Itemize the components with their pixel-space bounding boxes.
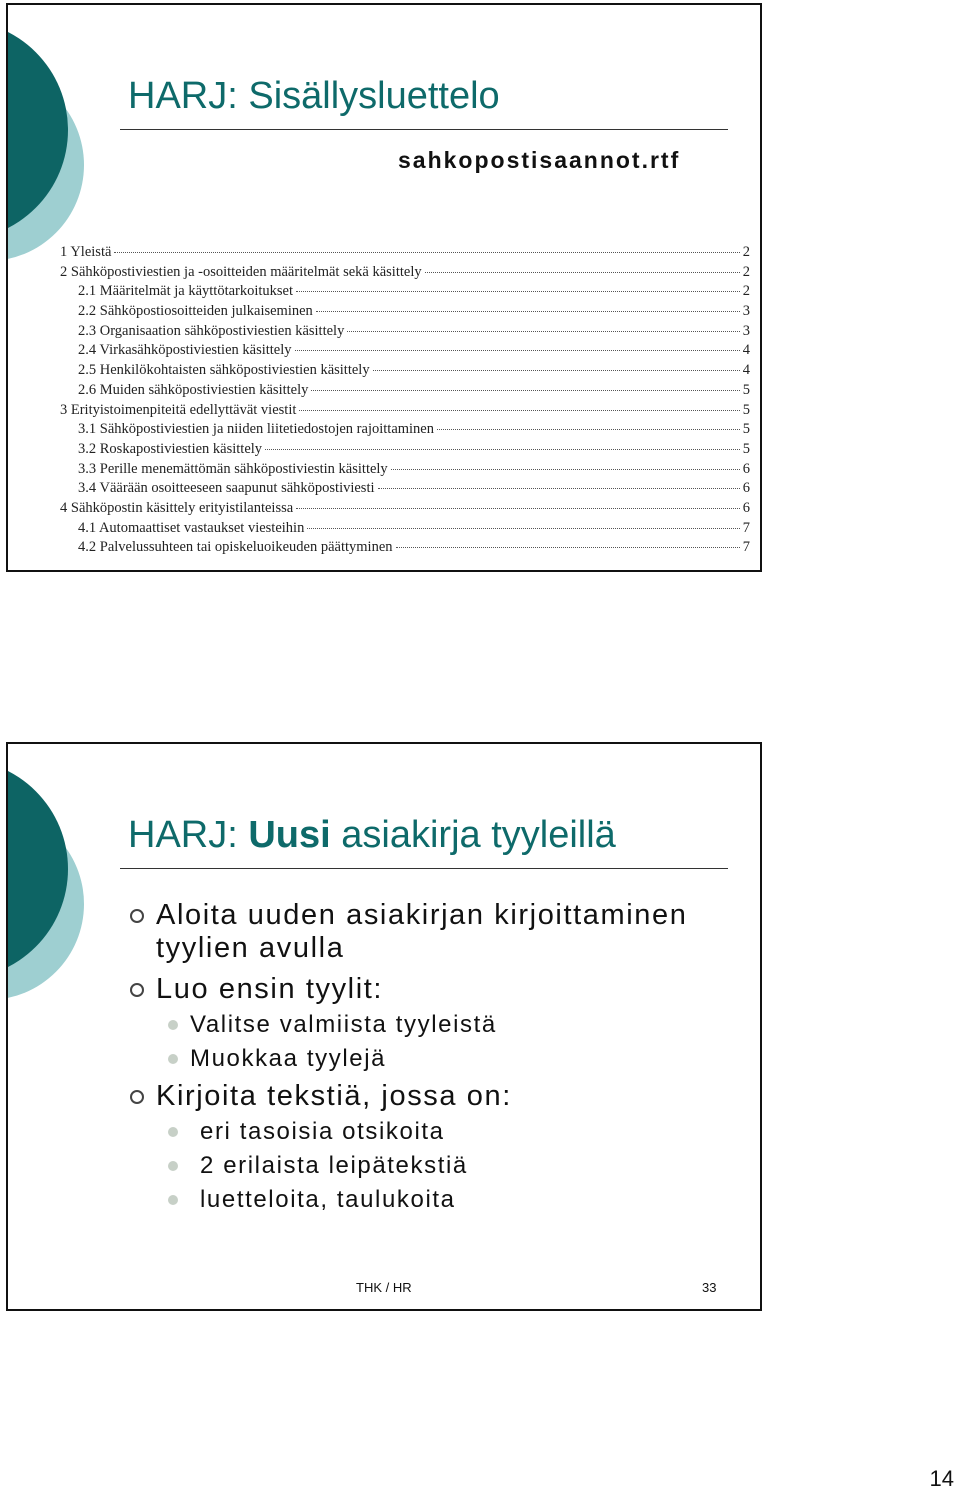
slide-table-of-contents: [6, 3, 762, 572]
toc-leader-dots: [437, 429, 740, 430]
toc-entry: [60, 480, 750, 500]
toc-entry-page: 3: [742, 322, 750, 339]
sub-bullet-item: [128, 1149, 748, 1183]
toc-entry: [60, 244, 750, 264]
dot-bullet-icon: [168, 1054, 178, 1064]
sub-bullet-text: eri tasoisia otsikoita: [200, 1118, 445, 1145]
toc-entry-label: 3.3 Perille menemättömän sähköpostiviestin käsittely: [78, 460, 388, 477]
toc-entry: [60, 382, 750, 402]
toc-entry: [60, 264, 750, 284]
toc-entry: [60, 303, 750, 323]
toc-leader-dots: [378, 488, 740, 489]
toc-leader-dots: [114, 252, 739, 253]
slide-decoration-circles: [8, 744, 118, 1044]
title-strong: Uusi: [248, 814, 331, 856]
toc-entry: [60, 342, 750, 362]
title-suffix: asiakirja tyyleillä: [341, 814, 616, 856]
toc-leader-dots: [296, 291, 740, 292]
toc-entry-page: 2: [742, 263, 750, 280]
toc-entry-page: 6: [742, 499, 750, 516]
title-underline: [120, 129, 728, 130]
bullet-item: [128, 1080, 748, 1113]
toc-entry-page: 7: [742, 519, 750, 536]
slide-number: 33: [702, 1280, 717, 1295]
toc-entry-label: 4.1 Automaattiset vastaukset viesteihin: [78, 519, 305, 536]
circle-bullet-icon: [130, 983, 144, 997]
toc-leader-dots: [296, 508, 740, 509]
bullet-text: Kirjoita tekstiä, jossa on:: [156, 1080, 512, 1112]
toc-entry-page: 7: [742, 539, 750, 556]
bullet-item: [128, 973, 748, 1006]
dot-bullet-icon: [168, 1127, 178, 1137]
bullet-text: Aloita uuden asiakirjan kirjoittaminen tyylien avulla: [156, 899, 688, 964]
sub-bullet-text: 2 erilaista leipätekstiä: [200, 1152, 468, 1179]
toc-entry-page: 6: [742, 460, 750, 477]
slide-title: [128, 814, 616, 857]
toc-leader-dots: [307, 528, 739, 529]
toc-entry-label: 2.6 Muiden sähköpostiviestien käsittely: [78, 381, 309, 398]
toc-entry-label: 3.2 Roskapostiviestien käsittely: [78, 440, 263, 457]
toc-entry-page: 6: [742, 480, 750, 497]
sub-bullet-item: [128, 1008, 748, 1042]
dot-bullet-icon: [168, 1195, 178, 1205]
slide-footer: THK / HR: [356, 1280, 412, 1295]
toc-entry-page: 4: [742, 342, 750, 359]
title-prefix: HARJ:: [128, 814, 238, 856]
table-of-contents: [60, 244, 750, 559]
toc-entry-label: 2.1 Määritelmät ja käyttötarkoitukset: [78, 283, 294, 300]
toc-entry-label: 3.4 Väärään osoitteeseen saapunut sähköpostiviesti: [78, 480, 375, 497]
toc-entry-page: 5: [742, 440, 750, 457]
page-number: 14: [929, 1466, 954, 1491]
filename-label: sahkopostisaannot.rtf: [398, 147, 681, 173]
toc-entry-label: 4.2 Palvelussuhteen tai opiskeluoikeuden päättyminen: [78, 539, 393, 556]
toc-entry: [60, 500, 750, 520]
toc-leader-dots: [316, 311, 740, 312]
toc-entry-page: 5: [742, 421, 750, 438]
dot-bullet-icon: [168, 1020, 178, 1030]
toc-entry: [60, 283, 750, 303]
title-underline: [120, 868, 728, 869]
toc-entry-label: 3.1 Sähköpostiviestien ja niiden liitetiedostojen rajoittaminen: [78, 421, 434, 438]
toc-leader-dots: [265, 449, 740, 450]
toc-entry-label: 2.5 Henkilökohtaisten sähköpostiviestien käsittely: [78, 362, 370, 379]
toc-entry-label: 2 Sähköpostiviestien ja -osoitteiden määritelmät sekä käsittely: [60, 263, 422, 280]
toc-leader-dots: [391, 469, 740, 470]
circle-bullet-icon: [130, 909, 144, 923]
sub-bullet-text: Valitse valmiista tyyleistä: [190, 1011, 497, 1038]
toc-entry-page: 5: [742, 381, 750, 398]
dot-bullet-icon: [168, 1161, 178, 1171]
toc-leader-dots: [396, 547, 740, 548]
toc-entry-label: 1 Yleistä: [60, 244, 112, 260]
toc-leader-dots: [425, 272, 740, 273]
toc-entry-label: 2.2 Sähköpostiosoitteiden julkaiseminen: [78, 303, 313, 320]
toc-leader-dots: [311, 390, 739, 391]
toc-entry-page: 5: [742, 401, 750, 418]
toc-entry-label: 2.3 Organisaation sähköpostiviestien käsittely: [78, 322, 345, 339]
toc-leader-dots: [373, 370, 740, 371]
sub-bullet-text: luetteloita, taulukoita: [200, 1186, 456, 1213]
toc-entry: [60, 421, 750, 441]
slide-new-document: [6, 742, 762, 1311]
toc-entry: [60, 441, 750, 461]
toc-entry-page: 2: [742, 283, 750, 300]
toc-entry-label: 4 Sähköpostin käsittely erityistilanteissa: [60, 499, 294, 516]
toc-entry-label: 3 Erityistoimenpiteitä edellyttävät viestit: [60, 401, 297, 418]
toc-entry: [60, 323, 750, 343]
circle-bullet-icon: [130, 1090, 144, 1104]
toc-leader-dots: [295, 350, 740, 351]
sub-bullet-item: [128, 1115, 748, 1149]
toc-entry: [60, 539, 750, 559]
toc-entry: [60, 461, 750, 481]
toc-entry-page: 3: [742, 303, 750, 320]
toc-leader-dots: [347, 331, 739, 332]
bullet-text: Luo ensin tyylit:: [156, 973, 384, 1005]
bullet-list: [128, 899, 748, 1217]
bullet-item: [128, 899, 748, 965]
toc-leader-dots: [299, 410, 739, 411]
toc-entry: [60, 402, 750, 422]
toc-entry-label: 2.4 Virkasähköpostiviestien käsittely: [78, 342, 292, 359]
toc-entry: [60, 520, 750, 540]
sub-bullet-item: [128, 1042, 748, 1076]
slide-title: HARJ: Sisällysluettelo: [128, 75, 500, 117]
toc-entry-page: 2: [742, 244, 750, 260]
toc-entry-page: 4: [742, 362, 750, 379]
sub-bullet-text: Muokkaa tyylejä: [190, 1045, 387, 1072]
toc-entry: [60, 362, 750, 382]
sub-bullet-item: [128, 1183, 748, 1217]
